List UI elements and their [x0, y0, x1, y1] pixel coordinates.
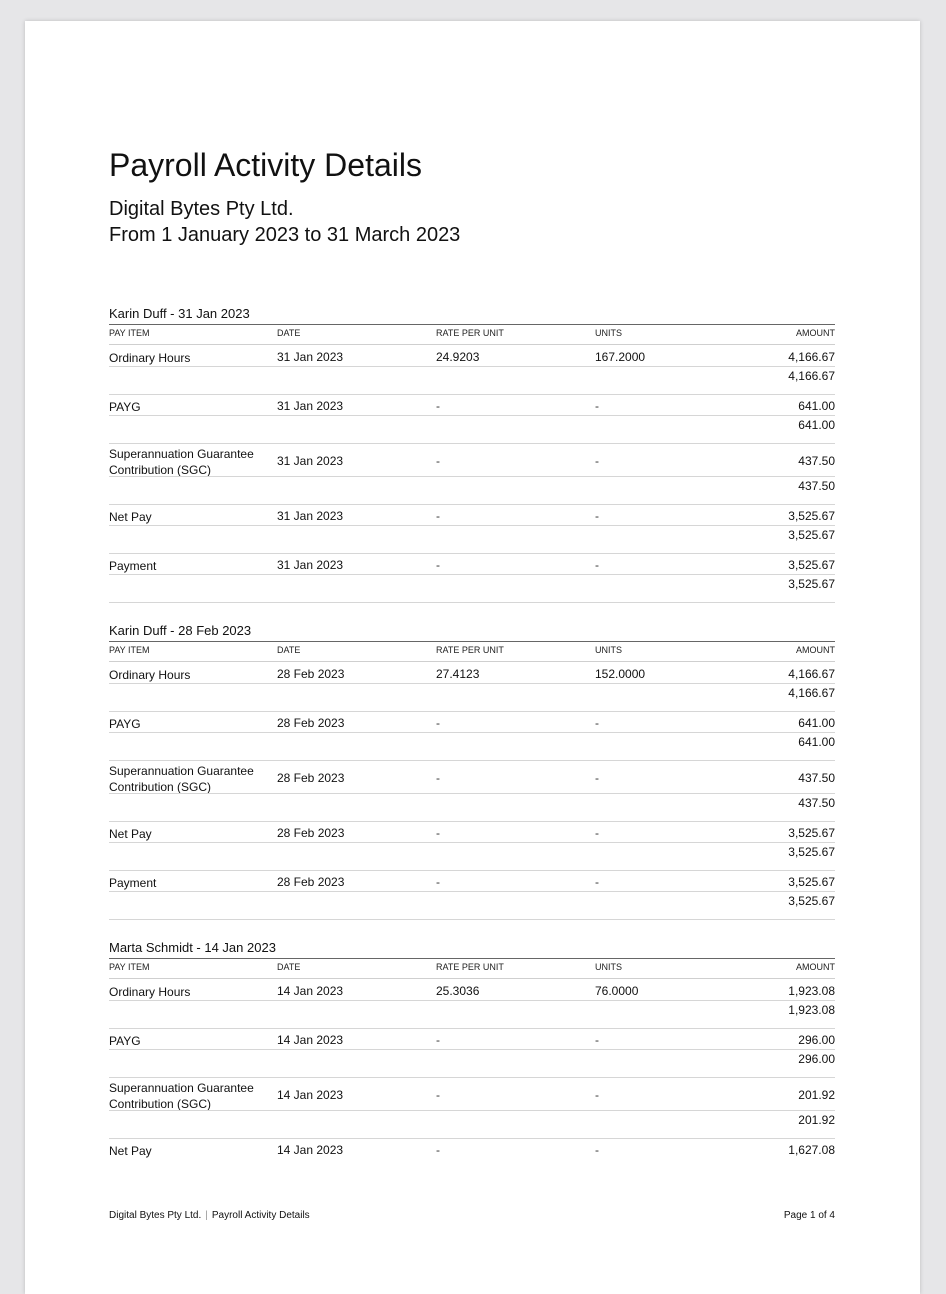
row-subtotal: 296.00: [798, 1052, 835, 1066]
pay-date: 31 Jan 2023: [277, 509, 344, 523]
rate-per-unit: 27.4123: [436, 667, 480, 681]
amount: 4,166.67: [788, 667, 835, 681]
pay-date: 28 Feb 2023: [277, 667, 345, 681]
units: -: [595, 399, 599, 413]
section-rule: [109, 324, 835, 325]
row-subtotal: 3,525.67: [788, 528, 835, 542]
row-bottom-divider: [109, 1028, 835, 1029]
row-subtotal: 437.50: [798, 796, 835, 810]
rate-per-unit: -: [436, 875, 440, 889]
header-rate: RATE PER UNIT: [436, 328, 504, 338]
units: -: [595, 509, 599, 523]
footer-left: [109, 1210, 310, 1221]
row-subtotal: 1,923.08: [788, 1003, 835, 1017]
amount: 437.50: [798, 454, 835, 468]
pay-item: PAYG: [109, 717, 141, 731]
pay-item: Payment: [109, 876, 157, 890]
header-pay-item: PAY ITEM: [109, 962, 150, 972]
header-date: DATE: [277, 962, 301, 972]
row-bottom-divider: [109, 602, 835, 603]
pay-date: 31 Jan 2023: [277, 558, 344, 572]
pay-date: 31 Jan 2023: [277, 399, 344, 413]
units: -: [595, 1143, 599, 1157]
units: -: [595, 1033, 599, 1047]
rate-per-unit: -: [436, 454, 440, 468]
row-bottom-divider: [109, 870, 835, 871]
section-title: Marta Schmidt - 14 Jan 2023: [109, 940, 276, 955]
amount: 3,525.67: [788, 826, 835, 840]
header-rule: [109, 978, 835, 979]
row-divider: [109, 891, 835, 892]
row-subtotal: 201.92: [798, 1113, 835, 1127]
rate-per-unit: -: [436, 1143, 440, 1157]
header-rate: RATE PER UNIT: [436, 962, 504, 972]
header-units: UNITS: [595, 962, 622, 972]
pay-item: PAYG: [109, 400, 141, 414]
row-divider: [109, 525, 835, 526]
row-bottom-divider: [109, 821, 835, 822]
row-divider: [109, 476, 835, 477]
row-subtotal: 437.50: [798, 479, 835, 493]
row-divider: [109, 1049, 835, 1050]
pay-item: Payment: [109, 559, 157, 573]
units: -: [595, 875, 599, 889]
pay-item: Ordinary Hours: [109, 351, 191, 365]
pay-item: Superannuation Guarantee Contribution (SGC): [109, 764, 254, 794]
row-bottom-divider: [109, 760, 835, 761]
header-amount: AMOUNT: [796, 328, 835, 338]
units: -: [595, 826, 599, 840]
amount: 3,525.67: [788, 509, 835, 523]
amount: 641.00: [798, 399, 835, 413]
units: -: [595, 454, 599, 468]
units: -: [595, 558, 599, 572]
row-divider: [109, 732, 835, 733]
rate-per-unit: -: [436, 1088, 440, 1102]
row-divider: [109, 842, 835, 843]
row-bottom-divider: [109, 504, 835, 505]
pay-item: Ordinary Hours: [109, 985, 191, 999]
row-subtotal: 4,166.67: [788, 686, 835, 700]
amount: 4,166.67: [788, 350, 835, 364]
header-rule: [109, 344, 835, 345]
header-amount: AMOUNT: [796, 962, 835, 972]
amount: 201.92: [798, 1088, 835, 1102]
page-number: Page 1 of 4: [783, 1210, 835, 1221]
pay-date: 28 Feb 2023: [277, 716, 345, 730]
units: -: [595, 771, 599, 785]
row-divider: [109, 683, 835, 684]
row-divider: [109, 366, 835, 367]
row-divider: [109, 1110, 835, 1111]
header-units: UNITS: [595, 328, 622, 338]
pay-item: Superannuation Guarantee Contribution (SGC): [109, 1081, 254, 1111]
pay-date: 14 Jan 2023: [277, 1033, 344, 1047]
row-divider: [109, 793, 835, 794]
header-pay-item: PAY ITEM: [109, 645, 150, 655]
report-page: [25, 21, 920, 1294]
header-rate: RATE PER UNIT: [436, 645, 504, 655]
amount: 296.00: [798, 1033, 835, 1047]
pay-item: Net Pay: [109, 827, 152, 841]
header-units: UNITS: [595, 645, 622, 655]
amount: 641.00: [798, 716, 835, 730]
row-bottom-divider: [109, 1077, 835, 1078]
rate-per-unit: -: [436, 509, 440, 523]
rate-per-unit: 25.3036: [436, 984, 480, 998]
row-bottom-divider: [109, 443, 835, 444]
footer-report: Payroll Activity Details: [211, 1210, 310, 1221]
row-divider: [109, 574, 835, 575]
amount: 1,923.08: [788, 984, 835, 998]
pay-item: Net Pay: [109, 1144, 152, 1158]
pay-item: Net Pay: [109, 510, 152, 524]
units: 167.2000: [595, 350, 646, 364]
section-title: Karin Duff - 28 Feb 2023: [109, 623, 252, 638]
pay-date: 28 Feb 2023: [277, 771, 345, 785]
units: -: [595, 1088, 599, 1102]
row-bottom-divider: [109, 553, 835, 554]
row-subtotal: 641.00: [798, 418, 835, 432]
company-name: Digital Bytes Pty Ltd.: [109, 198, 294, 220]
rate-per-unit: -: [436, 558, 440, 572]
section-title: Karin Duff - 31 Jan 2023: [109, 306, 250, 321]
row-subtotal: 3,525.67: [788, 577, 835, 591]
row-subtotal: 641.00: [798, 735, 835, 749]
amount: 3,525.67: [788, 875, 835, 889]
report-period: From 1 January 2023 to 31 March 2023: [109, 224, 461, 246]
pay-date: 31 Jan 2023: [277, 454, 344, 468]
pay-date: 28 Feb 2023: [277, 826, 345, 840]
units: -: [595, 716, 599, 730]
footer-company: Digital Bytes Pty Ltd.: [109, 1210, 202, 1221]
section-rule: [109, 641, 835, 642]
pay-date: 14 Jan 2023: [277, 1088, 344, 1102]
footer-separator: |: [205, 1210, 208, 1221]
rate-per-unit: -: [436, 771, 440, 785]
pay-item: PAYG: [109, 1034, 141, 1048]
units: 152.0000: [595, 667, 646, 681]
pay-date: 14 Jan 2023: [277, 984, 344, 998]
pay-date: 28 Feb 2023: [277, 875, 345, 889]
row-bottom-divider: [109, 711, 835, 712]
rate-per-unit: -: [436, 399, 440, 413]
rate-per-unit: -: [436, 826, 440, 840]
pay-item: Superannuation Guarantee Contribution (SGC): [109, 447, 254, 477]
header-date: DATE: [277, 328, 301, 338]
amount: 437.50: [798, 771, 835, 785]
pay-date: 31 Jan 2023: [277, 350, 344, 364]
pay-item: Ordinary Hours: [109, 668, 191, 682]
rate-per-unit: -: [436, 1033, 440, 1047]
rate-per-unit: -: [436, 716, 440, 730]
amount: 3,525.67: [788, 558, 835, 572]
header-pay-item: PAY ITEM: [109, 328, 150, 338]
pay-date: 14 Jan 2023: [277, 1143, 344, 1157]
row-bottom-divider: [109, 394, 835, 395]
page-title: Payroll Activity Details: [109, 147, 422, 183]
row-subtotal: 4,166.67: [788, 369, 835, 383]
row-bottom-divider: [109, 919, 835, 920]
rate-per-unit: 24.9203: [436, 350, 480, 364]
row-divider: [109, 415, 835, 416]
header-rule: [109, 661, 835, 662]
header-amount: AMOUNT: [796, 645, 835, 655]
row-divider: [109, 1000, 835, 1001]
row-subtotal: 3,525.67: [788, 845, 835, 859]
amount: 1,627.08: [788, 1143, 835, 1157]
units: 76.0000: [595, 984, 639, 998]
row-subtotal: 3,525.67: [788, 894, 835, 908]
header-date: DATE: [277, 645, 301, 655]
section-rule: [109, 958, 835, 959]
row-bottom-divider: [109, 1138, 835, 1139]
